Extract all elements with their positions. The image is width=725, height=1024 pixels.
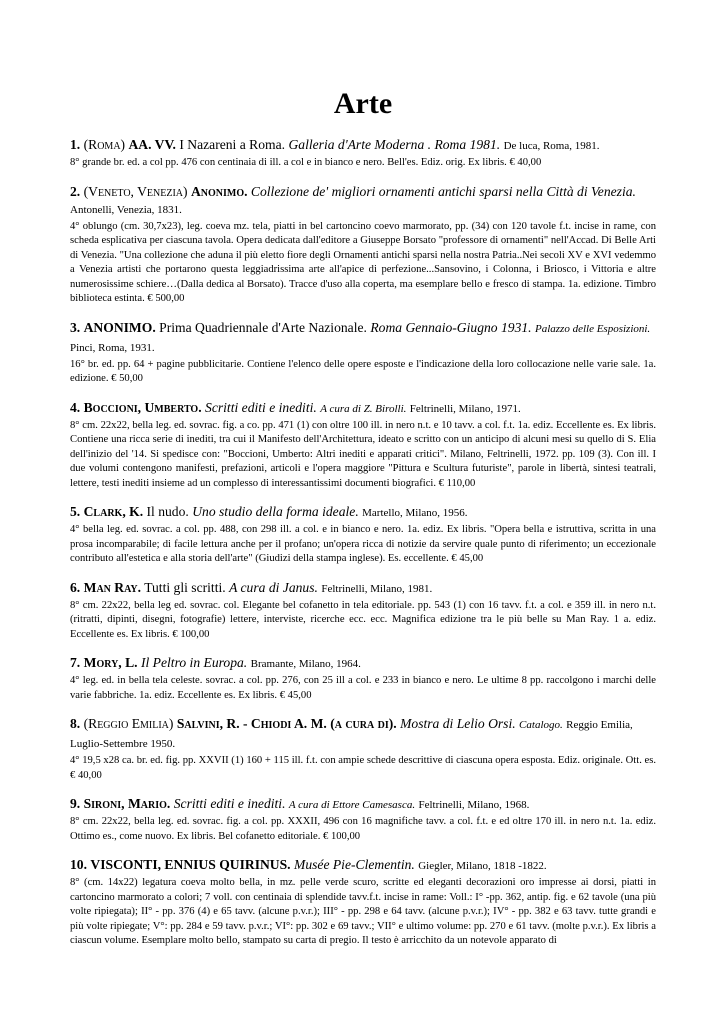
catalog-entry bbox=[70, 136, 656, 171]
entry-publisher: Feltrinelli, Milano, 1981. bbox=[321, 582, 433, 595]
entry-author: Salvini, R. - Chiodi A. M. (a cura di). bbox=[176, 716, 397, 731]
entry-title-italic: Musée Pie-Clementin. bbox=[294, 857, 415, 872]
entry-title: Il nudo. bbox=[146, 504, 189, 519]
entry-publisher: Giegler, Milano, 1818 -1822. bbox=[418, 860, 547, 872]
entry-title-italic: Scritti editi e inediti. bbox=[173, 796, 286, 811]
entry-heading bbox=[70, 579, 656, 598]
entry-author: Boccioni, Umberto. bbox=[83, 399, 202, 415]
entry-title-italic: Galleria d'Arte Moderna . Roma 1981. bbox=[288, 137, 501, 152]
entry-description: 8° cm. 22x22, bella leg ed. sovrac. col. Elegante bel cofanetto in tela editoriale. pp. 543 (1) con 16 tavv. f.t. a col. e 359 ill. in nero n.t.(ritratti, dipinti, disegni, fotografie) lettere, interviste, ricerche ecc. ecc. Magnifica edizione tra le più belle su Man Ray. 1 a. ediz. Eccellente es. Ex libris. € 100,00 bbox=[70, 599, 656, 640]
catalog-entry bbox=[70, 319, 656, 387]
entry-heading bbox=[70, 399, 656, 418]
entry-number: 2. bbox=[70, 183, 81, 199]
entry-number: 4. bbox=[70, 399, 81, 415]
entry-author: Clark, K. bbox=[83, 504, 144, 519]
entry-description: 4° leg. ed. in bella tela celeste. sovrac. a col. pp. 276, con 25 ill a col. e 233 in bianco e nero. Le ultime 8 pp. raccolgono i marchi delle varie fabbriche. 1a. ediz. Eccellente es. Ex libris. € 45,00 bbox=[70, 675, 656, 701]
entry-place: (Reggio Emilia) bbox=[83, 716, 174, 731]
entry-title-italic: Il Peltro in Europa. bbox=[140, 655, 248, 670]
entry-author: AA. VV. bbox=[128, 137, 176, 152]
catalog-page bbox=[70, 0, 656, 961]
entry-publisher: Bramante, Milano, 1964. bbox=[250, 658, 361, 670]
entry-title-italic: Roma Gennaio-Giugno 1931. bbox=[370, 319, 532, 335]
entry-place: (Roma) bbox=[83, 137, 126, 152]
entry-author: Man Ray. bbox=[83, 579, 142, 595]
entry-publisher-italic: Palazzo delle Esposizioni. bbox=[534, 322, 651, 335]
entry-title-italic: A cura di Janus. bbox=[229, 579, 318, 595]
entry-number: 8. bbox=[70, 716, 81, 731]
catalog-entry bbox=[70, 579, 656, 643]
entry-heading bbox=[70, 183, 656, 219]
entry-number: 10. bbox=[70, 857, 87, 872]
entry-heading bbox=[70, 319, 656, 357]
entry-number: 3. bbox=[70, 319, 81, 335]
entry-description: 8° grande br. ed. a col pp. 476 con centinaia di ill. a col e in bianco e nero. Bell'es. Ediz. orig. Ex libris. € 40,00 bbox=[70, 157, 542, 168]
entry-number: 9. bbox=[70, 796, 81, 811]
catalog-entry bbox=[70, 399, 656, 492]
entry-description: 8° cm. 22x22, bella leg. ed. sovrac. fig. a co. pp. 471 (1) con oltre 100 ill. in nero n.t. e 10 tavv. a col. f.t. 1a. ediz. Eccellente es. Ex libris. Contiene una ricca serie di inediti, tra cui il Manifesto dell'Architettura, ideato e scritto con un anticipo di alcuni mesi su quello di S. Elia dell'inizio del '14. Si spedisce con: "Boccioni, Umberto: Altri inediti e apparati critici". Milano, Feltrinelli, 1972. pp. 109 (3). Con ill. I due volumi contengono manifesti, prefazioni, articoli e l'opera maggiore "Pittura e Scultura futuriste", parole in libertà, sintesi teatrali, lettere, testi inediti insieme ad un complesso di interessantissimi documenti biografici. € 110,00 bbox=[70, 419, 656, 489]
catalog-entry bbox=[70, 503, 656, 567]
catalog-entry bbox=[70, 795, 656, 844]
entry-publisher: Reggio Emilia, Luglio-Settembre 1950. bbox=[70, 719, 633, 750]
entry-description: 4° oblungo (cm. 30,7x23), leg. coeva mz. tela, piatti in bel cartoncino coevo marmorato, pp. (34) con 120 tavole f.t. incise in rame, con scheda esplicativa per ciascuna tavola. Opera dedicata dall'editore a Giuseppe Borsato "professore di ornamenti" nell'Accad. Di Belle Arti di Venezia. "Una collezione che aduna il più eletto fiore degli Ornamenti antichi sparsi nella nostra Patria..Nei secoli XV e XVI vedemmo a Venezia artisti che portarono questa leggiadrissima arte all'apice di perfezione...Sansovino, i Colonna, i Briosco, i Vittoria e altre numerosissime schiere…(Dalla dedica al Borsato). Tracce d'uso alla coperta, ma esemplare bello e fresco di stampa. 1a. edizione. Timbro biblioteca estinta. € 500,00 bbox=[70, 220, 656, 304]
entry-number: 5. bbox=[70, 504, 81, 519]
entry-publisher-italic: A cura di Ettore Camesasca. bbox=[288, 799, 416, 811]
entry-title: I Nazareni a Roma. bbox=[179, 137, 286, 152]
entry-publisher: Pinci, Roma, 1931. bbox=[70, 341, 155, 354]
entry-number: 1. bbox=[70, 137, 81, 152]
entry-description: 8° (cm. 14x22) legatura coeva molto bella, in mz. pelle verde scuro, scritte ed eleganti decorazioni oro impresse ai dorsi, piatti in cartoncino marmorato a colori; 7 voll. con centinaia di splendide tavv.f.t. incise in rame: Voll.: I° -pp. 362, antip. fig. e 62 tavole (una più volte ripiegata); II° - pp. 376 (4) e 65 tavv. (alcune p.v.r.); III° - pp. 298 e 64 tavv. (alcune p.v.r.); IV° - pp. 382 e 63 tavv. tutte grandi e più volte ripiegate; V°: pp. 284 e 59 tavv. p.v.r.; VI°: pp. 302 e 69 tavv.; VII° e ultimo volume: pp. 270 e 61 tavv. (molte p.v.r.). Ex libris a ciascun volume. Esemplare molto bello, stampato su carta di pregio. Il testo è arricchito da un notevole apparato di bbox=[70, 877, 656, 946]
entry-title-italic: Collezione de' migliori ornamenti antichi sparsi nella Città di Venezia. bbox=[250, 183, 636, 199]
catalog-entry bbox=[70, 183, 656, 307]
entry-publisher: Martello, Milano, 1956. bbox=[362, 507, 468, 519]
entry-description: 4° bella leg. ed. sovrac. a col. pp. 488, con 298 ill. a col. e in bianco e nero. 1a. ediz. Ex libris. "Opera bella e istruttiva, scritta in una prosa incomparabile; di facile lettura anche per il profano; un'opera ricca di notizie da servire quale punto di riferimento; un eccezionale contributo all'estetica e alla storia dell'arte" (Giudizi della stampa inglese). Es. eccellente. € 45,00 bbox=[70, 524, 656, 564]
entry-heading bbox=[70, 715, 656, 753]
entry-heading bbox=[70, 136, 656, 155]
entry-title: Tutti gli scritti. bbox=[144, 579, 226, 595]
entry-heading bbox=[70, 856, 656, 875]
entry-author: ANONIMO. bbox=[83, 319, 156, 335]
entry-publisher-italic: Catalogo. bbox=[519, 719, 563, 731]
page-title: Arte bbox=[333, 87, 393, 120]
entry-description: 4° 19,5 x28 ca. br. ed. fig. pp. XXVII (1) 160 + 115 ill. f.t. con ampie schede descrittive di ciascuna opera esposta. Ediz. originale. Ott. es. € 40,00 bbox=[70, 755, 656, 781]
entry-title-italic: Mostra di Lelio Orsi. bbox=[400, 716, 516, 731]
entry-publisher: Antonelli, Venezia, 1831. bbox=[70, 203, 182, 216]
entry-title-italic: Scritti editi e inediti. bbox=[205, 399, 317, 415]
catalog-entry bbox=[70, 856, 656, 949]
entry-heading bbox=[70, 503, 656, 522]
entry-description: 16° br. ed. pp. 64 + pagine pubblicitarie. Contiene l'elenco delle opere esposte e l'indicazione della loro collocazione nelle varie sale. 1a. edizione. € 50,00 bbox=[70, 358, 656, 384]
entry-heading bbox=[70, 795, 656, 814]
entry-number: 6. bbox=[70, 579, 81, 595]
entry-publisher: Feltrinelli, Milano, 1968. bbox=[418, 799, 530, 811]
entry-publisher: Feltrinelli, Milano, 1971. bbox=[409, 402, 521, 415]
entry-author: Sironi, Mario. bbox=[83, 796, 171, 811]
entry-author: Anonimo. bbox=[190, 183, 248, 199]
entry-place: (Veneto, Venezia) bbox=[83, 183, 188, 199]
entry-title: Prima Quadriennale d'Arte Nazionale. bbox=[159, 319, 367, 335]
entry-publisher-italic: A cura di Z. Birolli. bbox=[320, 402, 407, 415]
entry-heading bbox=[70, 654, 656, 673]
entry-author: VISCONTI, ENNIUS QUIRINUS. bbox=[90, 857, 291, 872]
entry-author: Mory, L. bbox=[83, 655, 138, 670]
entry-number: 7. bbox=[70, 655, 81, 670]
entry-description: 8° cm. 22x22, bella leg. ed. sovrac. fig. a col. pp. XXXII, 496 con 16 magnifiche tavv. a col. f.t. e ed oltre 170 ill. in nero n.t. 1a. ediz. Ottimo es., come nuovo. Ex libris. Bel cofanetto editoriale. € 100,00 bbox=[70, 816, 656, 842]
catalog-entry bbox=[70, 715, 656, 783]
entry-publisher: De luca, Roma, 1981. bbox=[503, 140, 600, 152]
catalog-entry bbox=[70, 654, 656, 703]
entry-title-italic: Uno studio della forma ideale. bbox=[192, 504, 359, 519]
